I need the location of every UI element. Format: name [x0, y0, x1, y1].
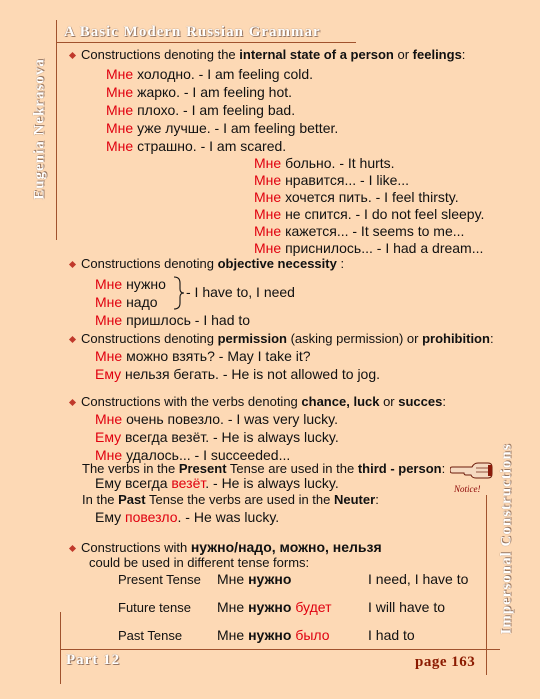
- section3-heading: Constructions denoting permission (asking permission) or prohibition:: [81, 331, 494, 346]
- example-line: Мне очень повезло. - I was very lucky.: [95, 411, 339, 427]
- example-line: Мне не спится. - I do not feel sleepy.: [254, 206, 485, 222]
- section2-heading: Constructions denoting objective necessity :: [81, 256, 345, 271]
- example-line: Мне нравится... - I like...: [254, 172, 410, 188]
- tense-label: Future tense: [118, 600, 191, 615]
- example-line: Ему повезло. - He was lucky.: [95, 509, 280, 525]
- bullet-icon: [69, 261, 76, 268]
- tense-label: Present Tense: [118, 572, 201, 587]
- tense-translation: I need, I have to: [368, 571, 469, 587]
- tense-translation: I had to: [368, 627, 415, 643]
- example-line: Ему всегда везёт. - He is always lucky.: [95, 475, 339, 491]
- example-line: Мне хочется пить. - I feel thirsty.: [254, 189, 459, 205]
- example-line: Мне кажется... - It seems to me...: [254, 223, 465, 239]
- bottom-left-rule: [60, 612, 61, 684]
- example-line: Ему нельзя бегать. - He is not allowed to jog.: [95, 366, 381, 382]
- example-line: Мне холодно. - I am feeling cold.: [106, 66, 314, 82]
- bullet-icon: [69, 399, 76, 406]
- part-label: Part 12: [66, 652, 121, 668]
- curly-brace-icon: [171, 276, 185, 310]
- notice-label: Notice!: [454, 484, 481, 494]
- top-rule: [56, 42, 356, 43]
- bullet-icon: [69, 545, 76, 552]
- example-line: Мне удалось... - I succeeded...: [95, 447, 291, 463]
- example-line: Мне страшно. - I am scared.: [106, 138, 287, 154]
- tense-form: Мне нужно было: [217, 627, 330, 643]
- example-line: Мне нужно: [95, 276, 166, 292]
- section4-heading: Constructions with the verbs denoting chance, luck or succes:: [81, 394, 446, 409]
- tense-form: Мне нужно будет: [217, 599, 332, 615]
- example-line: Ему всегда везёт. - He is always lucky.: [95, 429, 339, 445]
- section1-heading: Constructions denoting the internal state of a person or feelings:: [81, 47, 466, 62]
- section5-heading: Constructions with нужно/надо, можно, нельзя: [81, 539, 382, 555]
- present-tense-note: The verbs in the Present Tense are used in the third - person:: [82, 461, 446, 476]
- example-line: Мне жарко. - I am feeling hot.: [106, 84, 293, 100]
- section5-subheading: could be used in different tense forms:: [89, 555, 310, 570]
- example-line: Мне можно взять? - May I take it?: [95, 348, 311, 364]
- example-line: Мне надо: [95, 294, 158, 310]
- author-name: Eugenia Nekrasova: [31, 58, 48, 200]
- bottom-rule: [60, 649, 500, 650]
- brace-translation: - I have to, I need: [186, 284, 295, 300]
- page-number: page 163: [415, 654, 476, 670]
- tense-translation: I will have to: [368, 599, 446, 615]
- topic-name: Impersonal Constructions: [498, 443, 515, 635]
- example-line: Мне пришлось - I had to: [95, 312, 251, 328]
- tense-form: Мне нужно: [217, 571, 292, 587]
- tense-label: Past Tense: [118, 628, 183, 643]
- left-rule: [56, 20, 57, 240]
- bullet-icon: [69, 52, 76, 59]
- book-title: A Basic Modern Russian Grammar: [64, 24, 321, 40]
- example-line: Мне плохо. - I am feeling bad.: [106, 102, 296, 118]
- pointing-hand-icon: [450, 458, 494, 480]
- bullet-icon: [69, 336, 76, 343]
- past-tense-note: In the Past Tense the verbs are used in the Neuter:: [82, 492, 379, 507]
- example-line: Мне приснилось... - I had a dream...: [254, 240, 484, 256]
- example-line: Мне больно. - It hurts.: [254, 155, 395, 171]
- example-line: Мне уже лучше. - I am feeling better.: [106, 120, 339, 136]
- right-rule: [486, 495, 487, 675]
